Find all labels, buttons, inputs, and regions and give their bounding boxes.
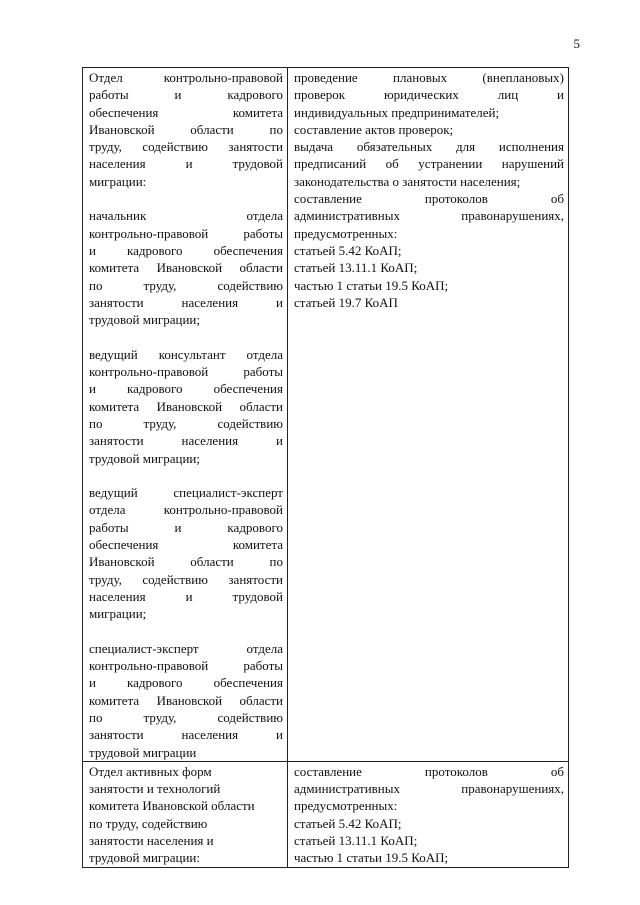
text-line: занятости населения и [89, 433, 283, 449]
text-line: специалист-эксперт отдела [89, 640, 283, 656]
functions-cell [288, 761, 569, 867]
table-row [83, 68, 569, 762]
text-line: работы и кадрового [89, 87, 283, 103]
text-line: занятости населения и [89, 833, 214, 849]
text-line: занятости населения и [89, 727, 283, 743]
text-line: предусмотренных: [294, 798, 398, 814]
text-line: статьей 19.7 КоАП [294, 294, 398, 310]
text-line: труду, содействию занятости [89, 139, 283, 155]
text-line: Ивановской области по [89, 121, 283, 137]
text-line: составление протоколов об [294, 763, 564, 779]
department-block [89, 69, 283, 190]
text-line: частью 1 статьи 19.5 КоАП; [294, 850, 449, 866]
text-line: статьей 13.11.1 КоАП; [294, 260, 418, 276]
text-line: по труду, содействию [89, 277, 283, 293]
table-row [83, 761, 569, 867]
text-line: миграции; [89, 606, 147, 622]
text-line: контрольно-правовой работы [89, 364, 283, 380]
text-line: трудовой миграции: [89, 850, 200, 866]
text-line: Ивановской области по [89, 554, 283, 570]
text-line: проверок юридических лиц и [294, 87, 564, 103]
department-cell [83, 68, 288, 762]
text-line: предписаний об устранении нарушений [294, 156, 564, 172]
text-line: миграции: [89, 173, 147, 189]
text-line: контрольно-правовой работы [89, 225, 283, 241]
text-line: предусмотренных: [294, 225, 398, 241]
text-line: по труду, содействию [89, 415, 283, 431]
text-line: административных правонарушениях, [294, 208, 564, 224]
text-line: комитета Ивановской области [89, 260, 283, 276]
text-line: ведущий консультант отдела [89, 346, 283, 362]
text-line: законодательства о занятости населения; [294, 173, 521, 189]
text-line: и кадрового обеспечения [89, 675, 283, 691]
text-line: трудовой миграции; [89, 450, 200, 466]
page-number: 5 [573, 36, 580, 51]
position-block [89, 640, 283, 761]
position-block [89, 207, 283, 328]
text-line: комитета Ивановской области [89, 398, 283, 414]
text-line: Отдел активных форм [89, 763, 212, 779]
text-line: выдача обязательных для исполнения [294, 139, 564, 155]
text-line: обеспечения комитета [89, 537, 283, 553]
department-cell [83, 761, 288, 867]
text-line: занятости населения и [89, 294, 283, 310]
text-line: административных правонарушениях, [294, 781, 564, 797]
text-line: труду, содействию занятости [89, 571, 283, 587]
text-line: по труду, содействию [89, 815, 208, 831]
text-line: трудовой миграции; [89, 312, 200, 328]
text-line: работы и кадрового [89, 519, 283, 535]
text-line: составление протоколов об [294, 191, 564, 207]
responsibilities-table [82, 67, 569, 868]
text-line: отдела контрольно-правовой [89, 502, 283, 518]
position-block [89, 484, 283, 622]
text-line: Отдел контрольно-правовой [89, 70, 283, 85]
text-line: ведущий специалист-эксперт [89, 485, 283, 501]
text-line: трудовой миграции [89, 744, 197, 760]
text-line: и кадрового обеспечения [89, 242, 283, 258]
text-line: начальник отдела [89, 208, 283, 224]
text-line: и кадрового обеспечения [89, 381, 283, 397]
text-line: статьей 5.42 КоАП; [294, 815, 402, 831]
text-line: проведение плановых (внеплановых) [294, 70, 564, 85]
text-line: статьей 5.42 КоАП; [294, 242, 402, 258]
text-line: населения и трудовой [89, 588, 283, 604]
text-line: обеспечения комитета [89, 104, 283, 120]
text-line: комитета Ивановской области [89, 692, 283, 708]
text-line: статьей 13.11.1 КоАП; [294, 833, 418, 849]
text-line: занятости и технологий [89, 781, 221, 797]
text-line: частью 1 статьи 19.5 КоАП; [294, 277, 449, 293]
text-line: населения и трудовой [89, 156, 283, 172]
text-line: по труду, содействию [89, 709, 283, 725]
functions-cell [288, 68, 569, 762]
text-line: индивидуальных предпринимателей; [294, 104, 500, 120]
text-line: комитета Ивановской области [89, 798, 255, 814]
position-block [89, 346, 283, 467]
text-line: составление актов проверок; [294, 121, 454, 137]
text-line: контрольно-правовой работы [89, 658, 283, 674]
